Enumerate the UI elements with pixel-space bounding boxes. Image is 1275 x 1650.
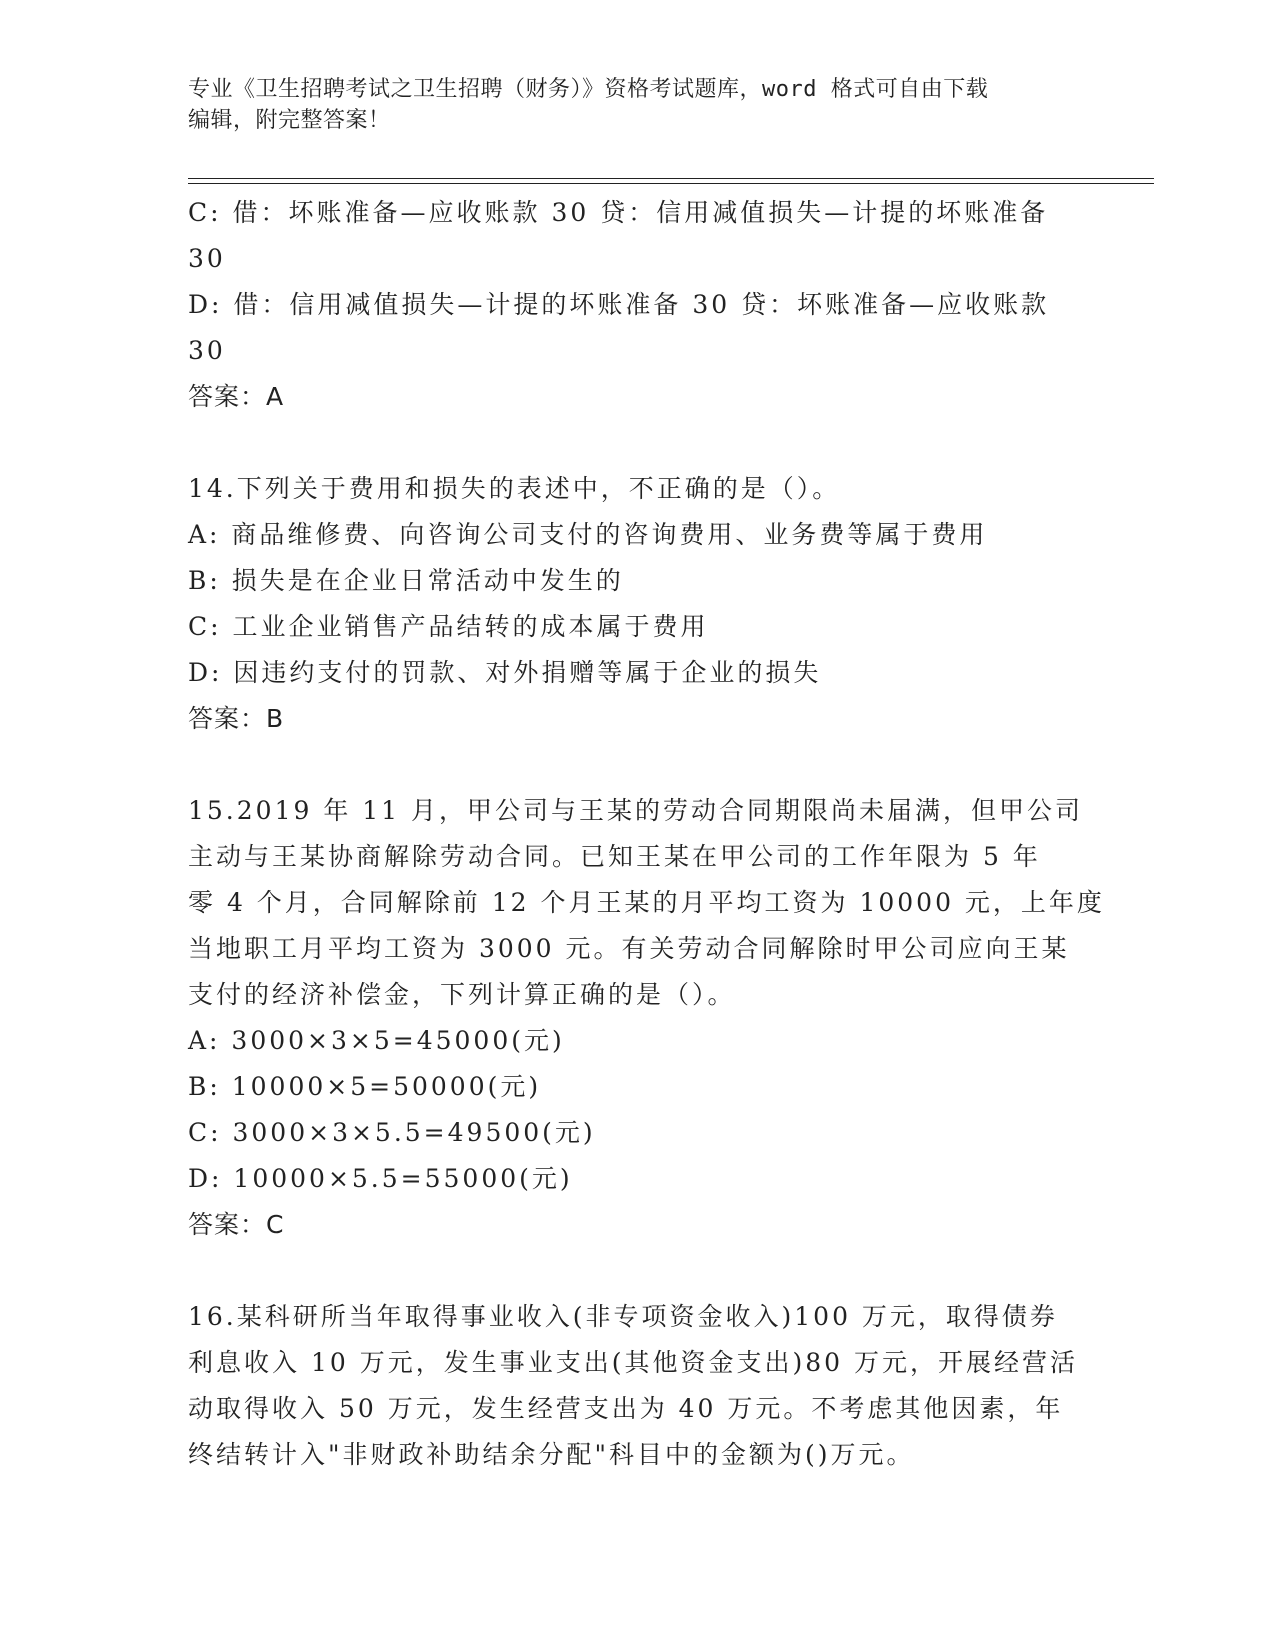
q16-stem-line-1: 16.某科研所当年取得事业收入(非专项资金收入)100 万元，取得债券 (188, 1302, 1058, 1331)
q15-option-c: C: 3000×3×5.5=49500(元) (188, 1118, 596, 1147)
q14-answer: 答案：B (188, 704, 285, 733)
q15-stem-line-3: 零 4 个月，合同解除前 12 个月王某的月平均工资为 10000 元，上年度 (188, 888, 1105, 917)
q15-stem-line-2: 主动与王某协商解除劳动合同。已知王某在甲公司的工作年限为 5 年 (188, 842, 1041, 871)
q15-answer: 答案：C (188, 1210, 285, 1239)
header-rule-top (188, 178, 1154, 179)
question-16 (188, 1294, 1088, 1478)
question-13-tail (188, 190, 1088, 420)
q16-stem-line-2: 利息收入 10 万元，发生事业支出(其他资金支出)80 万元，开展经营活 (188, 1348, 1078, 1377)
q14-option-d: D: 因违约支付的罚款、对外捐赠等属于企业的损失 (188, 658, 822, 687)
document-header (188, 74, 1088, 136)
question-content (188, 190, 1105, 1478)
q16-stem-line-4: 终结转计入"非财政补助结余分配"科目中的金额为()万元。 (188, 1440, 915, 1469)
spacer (188, 742, 1088, 788)
header-rule-bottom (188, 183, 1154, 184)
q13-option-d-line-1: D: 借：信用减值损失—计提的坏账准备 30 贷：坏账准备—应收账款 (188, 290, 1050, 319)
q13-option-c-line-1: C: 借：坏账准备—应收账款 30 贷：信用减值损失—计提的坏账准备 (188, 198, 1049, 227)
q15-stem-line-5: 支付的经济补偿金，下列计算正确的是（）。 (188, 980, 736, 1009)
q16-stem-line-3: 动取得收入 50 万元，发生经营支出为 40 万元。不考虑其他因素，年 (188, 1394, 1064, 1423)
q14-stem: 14.下列关于费用和损失的表述中，不正确的是（）。 (188, 474, 841, 503)
spacer (188, 420, 1088, 466)
q13-option-c-line-2: 30 (188, 244, 226, 273)
q13-answer: 答案：A (188, 382, 285, 411)
header-line-1: 专业《卫生招聘考试之卫生招聘（财务）》资格考试题库，word 格式可自由下载 (188, 77, 989, 102)
q14-option-c: C: 工业企业销售产品结转的成本属于费用 (188, 612, 709, 641)
q13-option-d-line-2: 30 (188, 336, 226, 365)
q14-option-b: B: 损失是在企业日常活动中发生的 (188, 566, 624, 595)
question-15 (188, 788, 1105, 1248)
q15-stem-line-4: 当地职工月平均工资为 3000 元。有关劳动合同解除时甲公司应向王某 (188, 934, 1070, 963)
spacer (188, 1248, 1088, 1294)
q15-option-b: B: 10000×5=50000(元) (188, 1072, 542, 1101)
q15-option-a: A: 3000×3×5=45000(元) (188, 1026, 565, 1055)
header-line-2: 编辑，附完整答案！ (188, 108, 391, 133)
q14-option-a: A: 商品维修费、向咨询公司支付的咨询费用、业务费等属于费用 (188, 520, 988, 549)
question-14 (188, 466, 1088, 742)
q15-option-d: D: 10000×5.5=55000(元) (188, 1164, 573, 1193)
q15-stem-line-1: 15.2019 年 11 月，甲公司与王某的劳动合同期限尚未届满，但甲公司 (188, 796, 1084, 825)
